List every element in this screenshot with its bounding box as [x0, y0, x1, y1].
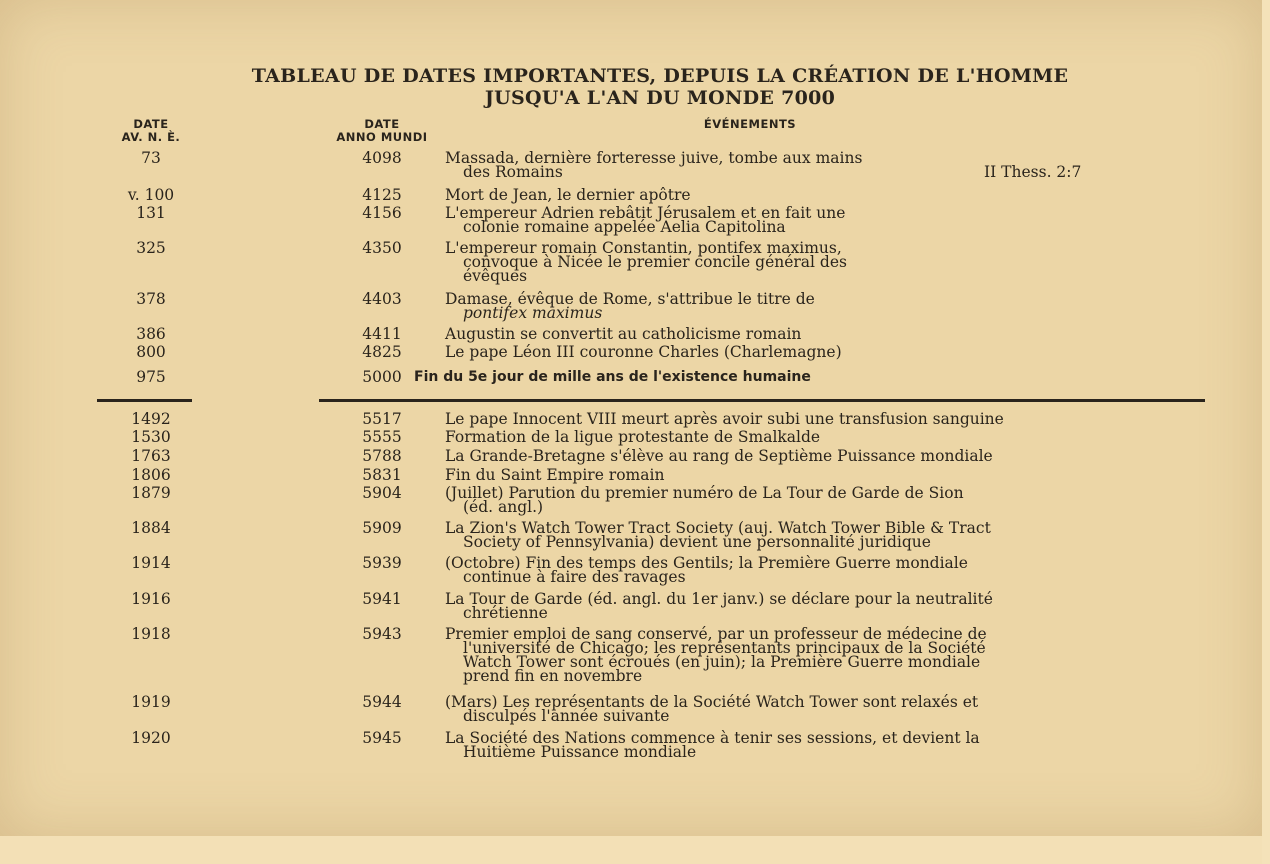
event-line: Le pape Innocent VIII meurt après avoir subi une transfusion sanguine — [445, 410, 1004, 428]
header-date-av — [96, 118, 206, 144]
event-text — [445, 521, 1143, 549]
table-title-line-1: TABLEAU DE DATES IMPORTANTES, DEPUIS LA CRÉATION DE L'HOMME — [251, 65, 1069, 87]
date-am: 5904 — [362, 484, 402, 502]
date-av: 800 — [136, 343, 166, 361]
event-line: L'empereur Adrien rebâtit Jérusalem et en fait une — [445, 204, 846, 222]
date-av: 1918 — [131, 625, 171, 643]
date-am: 5939 — [362, 554, 402, 572]
date-am: 5945 — [362, 729, 402, 747]
date-av: 1920 — [131, 729, 171, 747]
event-text — [445, 241, 960, 283]
event-text — [445, 430, 1143, 444]
date-am: 4403 — [362, 290, 402, 308]
date-av: 975 — [136, 368, 166, 386]
date-av: 131 — [136, 204, 166, 222]
event-line: (Mars) Les représentants de la Société Watch Tower sont relaxés et — [445, 693, 979, 711]
date-am: 5941 — [362, 590, 402, 608]
date-av: 378 — [136, 290, 166, 308]
event-text — [445, 486, 1143, 514]
date-av: 1492 — [131, 410, 171, 428]
event-text — [445, 627, 1143, 683]
event-line: La Grande-Bretagne s'élève au rang de Septième Puissance mondiale — [445, 447, 993, 465]
event-text — [445, 556, 1143, 584]
date-am: 4411 — [362, 325, 402, 343]
date-av: 325 — [136, 239, 166, 257]
event-line: disculpés l'année suivante — [463, 707, 670, 725]
date-av: 1884 — [131, 519, 171, 537]
event-line: Premier emploi de sang conservé, par un professeur de médecine de — [445, 625, 987, 643]
event-text — [445, 468, 1143, 482]
event-line: continue à faire des ravages — [463, 568, 686, 586]
date-av: v. 100 — [127, 186, 175, 204]
event-line: prend fin en novembre — [463, 667, 643, 685]
event-line: l'université de Chicago; les représentants principaux de la Société — [463, 639, 986, 657]
date-am: 4098 — [362, 149, 402, 167]
scripture-reference: II Thess. 2:7 — [984, 163, 1082, 181]
table-title-line-2: JUSQU'A L'AN DU MONDE 7000 — [484, 87, 836, 109]
date-am: 5555 — [362, 428, 402, 446]
event-line: La Zion's Watch Tower Tract Society (auj. Watch Tower Bible & Tract — [445, 519, 991, 537]
event-line: évêques — [463, 267, 528, 285]
event-line: (éd. angl.) — [463, 498, 544, 516]
date-av: 1879 — [131, 484, 171, 502]
event-line: Fin du 5e jour de mille ans de l'existence humaine — [414, 369, 811, 385]
event-line: pontifex maximus — [463, 304, 603, 322]
event-line: La Société des Nations commence à tenir ses sessions, et devient la — [445, 729, 980, 747]
date-am: 5000 — [362, 368, 402, 386]
page-edge-right — [1262, 0, 1270, 864]
event-text — [445, 151, 960, 179]
event-line: Formation de la ligue protestante de Smalkalde — [445, 428, 821, 446]
date-av: 1916 — [131, 590, 171, 608]
event-line: Mort de Jean, le dernier apôtre — [445, 186, 691, 204]
event-text — [445, 695, 1143, 723]
date-am: 4825 — [362, 343, 402, 361]
date-av: 1919 — [131, 693, 171, 711]
header-date-av-line-1: DATE — [133, 117, 169, 131]
event-line: chrétienne — [463, 604, 548, 622]
event-line: Society of Pennsylvania) devient une personnalité juridique — [463, 533, 931, 551]
event-line: des Romains — [463, 163, 563, 181]
date-am: 5831 — [362, 466, 402, 484]
date-am: 5943 — [362, 625, 402, 643]
event-text — [445, 292, 960, 320]
event-line: Massada, dernière forteresse juive, tombe aux mains — [445, 149, 863, 167]
date-av: 73 — [141, 149, 161, 167]
date-av: 1806 — [131, 466, 171, 484]
date-am: 5788 — [362, 447, 402, 465]
date-av: 1914 — [131, 554, 171, 572]
event-line: Le pape Léon III couronne Charles (Charlemagne) — [445, 343, 842, 361]
event-text — [445, 412, 1143, 426]
divider-rule-left — [97, 399, 192, 402]
event-text — [445, 188, 960, 202]
header-events: ÉVÉNEMENTS — [703, 117, 797, 131]
event-text — [445, 206, 960, 234]
header-date-av-line-2: AV. N. È. — [121, 130, 181, 144]
date-am: 5909 — [362, 519, 402, 537]
header-date-am — [322, 118, 442, 144]
date-av: 386 — [136, 325, 166, 343]
date-am: 5944 — [362, 693, 402, 711]
date-am: 4125 — [362, 186, 402, 204]
page-edge-bottom — [0, 836, 1262, 864]
event-text — [445, 327, 960, 341]
event-line: Damase, évêque de Rome, s'attribue le titre de — [445, 290, 815, 308]
event-line: La Tour de Garde (éd. angl. du 1er janv.) se déclare pour la neutralité — [445, 590, 993, 608]
event-text — [445, 345, 960, 359]
event-line: Augustin se convertit au catholicisme romain — [445, 325, 802, 343]
event-line: convoque à Nicée le premier concile général des — [463, 253, 847, 271]
event-text — [445, 731, 1143, 759]
event-line: colonie romaine appelée Aelia Capitolina — [463, 218, 786, 236]
event-line: Watch Tower sont écroués (en juin); la Première Guerre mondiale — [463, 653, 981, 671]
date-am: 4156 — [362, 204, 402, 222]
header-date-am-line-1: DATE — [364, 117, 400, 131]
date-am: 5517 — [362, 410, 402, 428]
event-text — [414, 370, 974, 384]
event-line: Fin du Saint Empire romain — [445, 466, 665, 484]
event-line: (Juillet) Parution du premier numéro de La Tour de Garde de Sion — [445, 484, 964, 502]
event-text — [445, 592, 1143, 620]
date-am: 4350 — [362, 239, 402, 257]
event-line: (Octobre) Fin des temps des Gentils; la Première Guerre mondiale — [445, 554, 968, 572]
event-text — [445, 449, 1143, 463]
date-av: 1763 — [131, 447, 171, 465]
event-line: L'empereur romain Constantin, pontifex maximus, — [445, 239, 842, 257]
divider-rule-right — [319, 399, 1205, 402]
header-date-am-line-2: ANNO MUNDI — [336, 130, 428, 144]
event-line: Huitième Puissance mondiale — [463, 743, 697, 761]
date-av: 1530 — [131, 428, 171, 446]
